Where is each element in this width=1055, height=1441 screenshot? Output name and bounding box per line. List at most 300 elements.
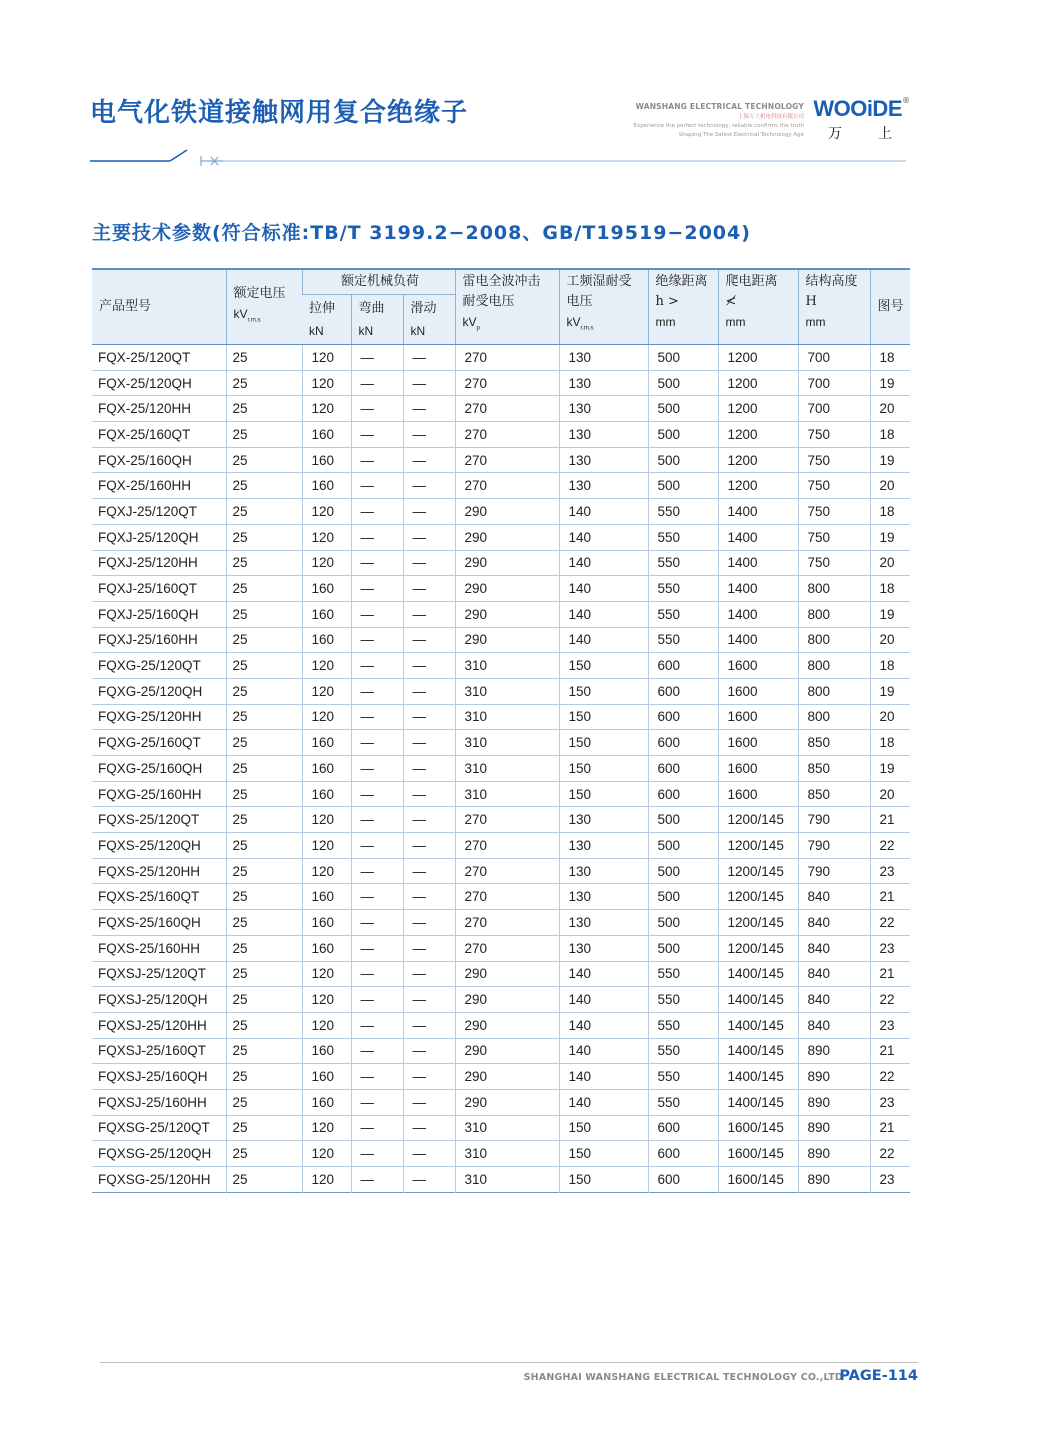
table-cell: 1600 — [718, 730, 798, 756]
table-cell: 160 — [302, 1064, 351, 1090]
table-cell: 22 — [870, 1141, 910, 1167]
table-cell: 310 — [455, 653, 559, 679]
table-cell: 23 — [870, 858, 910, 884]
table-cell: 150 — [559, 678, 648, 704]
table-cell: 25 — [226, 422, 302, 448]
table-cell: 160 — [302, 627, 351, 653]
table-cell: — — [351, 858, 403, 884]
table-cell: 600 — [648, 756, 718, 782]
table-cell: 18 — [870, 499, 910, 525]
table-cell: 500 — [648, 447, 718, 473]
table-cell: 160 — [302, 910, 351, 936]
table-cell: 150 — [559, 781, 648, 807]
table-cell: — — [403, 1012, 455, 1038]
table-cell: — — [351, 678, 403, 704]
table-cell: FQXSG-25/120HH — [92, 1167, 226, 1193]
table-cell: 120 — [302, 807, 351, 833]
table-cell: 1200 — [718, 447, 798, 473]
table-cell: 600 — [648, 1141, 718, 1167]
table-cell: 140 — [559, 1089, 648, 1115]
table-cell: 18 — [870, 422, 910, 448]
table-cell: FQXJ-25/120QT — [92, 499, 226, 525]
table-cell: 23 — [870, 1167, 910, 1193]
brand-logo-chars — [828, 123, 892, 143]
table-cell: — — [351, 524, 403, 550]
table-cell: — — [403, 524, 455, 550]
table-cell: — — [403, 704, 455, 730]
table-cell: 160 — [302, 730, 351, 756]
table-cell: 1400/145 — [718, 1012, 798, 1038]
table-cell: 1400/145 — [718, 961, 798, 987]
table-cell: 790 — [798, 807, 870, 833]
table-cell: 120 — [302, 1115, 351, 1141]
table-cell: — — [403, 961, 455, 987]
brand-char-shang: 上 — [878, 126, 892, 142]
table-cell: 1200 — [718, 396, 798, 422]
table-cell: 840 — [798, 961, 870, 987]
table-cell: FQX-25/160HH — [92, 473, 226, 499]
table-cell: 25 — [226, 499, 302, 525]
table-cell: FQX-25/120HH — [92, 396, 226, 422]
table-cell: FQXS-25/160QH — [92, 910, 226, 936]
table-cell: 25 — [226, 473, 302, 499]
header-tension-unit: kN — [309, 324, 324, 338]
table-cell: 140 — [559, 961, 648, 987]
table-cell: 290 — [455, 987, 559, 1013]
header-lightning-line2: 耐受电压 — [462, 294, 515, 309]
table-cell: 750 — [798, 499, 870, 525]
table-cell: 550 — [648, 987, 718, 1013]
table-cell: 270 — [455, 422, 559, 448]
table-cell: 600 — [648, 653, 718, 679]
table-cell: FQXJ-25/160QH — [92, 601, 226, 627]
table-cell: 21 — [870, 884, 910, 910]
table-cell: 120 — [302, 550, 351, 576]
table-cell: — — [351, 910, 403, 936]
table-cell: 21 — [870, 961, 910, 987]
table-cell: 290 — [455, 1064, 559, 1090]
table-cell: 800 — [798, 627, 870, 653]
header-height-line1: 结构高度 — [805, 274, 858, 289]
table-cell: 120 — [302, 678, 351, 704]
table-cell: 25 — [226, 1038, 302, 1064]
table-cell: 290 — [455, 1012, 559, 1038]
header-voltage-unit — [234, 304, 298, 330]
table-cell: — — [351, 935, 403, 961]
table-cell: 19 — [870, 756, 910, 782]
header-model: 产品型号 — [92, 269, 226, 345]
table-cell: — — [351, 807, 403, 833]
table-cell: 1600 — [718, 781, 798, 807]
lightning-unit-base: kV — [462, 315, 477, 329]
header-arc-line2: h > — [655, 294, 679, 309]
table-row — [92, 704, 910, 730]
table-cell: 750 — [798, 473, 870, 499]
table-cell: 1600/145 — [718, 1141, 798, 1167]
table-cell: 25 — [226, 884, 302, 910]
table-cell: 120 — [302, 987, 351, 1013]
table-cell: — — [403, 756, 455, 782]
table-cell: 25 — [226, 1115, 302, 1141]
table-cell: — — [351, 396, 403, 422]
table-cell: 1400/145 — [718, 987, 798, 1013]
table-row — [92, 884, 910, 910]
table-cell: 150 — [559, 1167, 648, 1193]
table-cell: 150 — [559, 730, 648, 756]
table-cell: 850 — [798, 730, 870, 756]
table-cell: — — [403, 601, 455, 627]
table-row — [92, 345, 910, 371]
table-cell: — — [403, 678, 455, 704]
table-cell: 790 — [798, 833, 870, 859]
wet-unit-sub: r.m.s — [580, 325, 594, 332]
table-cell: 20 — [870, 473, 910, 499]
table-cell: 1400/145 — [718, 1038, 798, 1064]
table-cell: 160 — [302, 884, 351, 910]
table-cell: 23 — [870, 1089, 910, 1115]
table-row — [92, 730, 910, 756]
table-cell: FQXSJ-25/120QH — [92, 987, 226, 1013]
header-voltage — [226, 269, 302, 345]
table-cell: FQXS-25/120QH — [92, 833, 226, 859]
header-switch-line-icon — [90, 145, 908, 169]
table-cell: — — [403, 1141, 455, 1167]
table-row — [92, 1141, 910, 1167]
table-cell: 550 — [648, 961, 718, 987]
table-cell: 160 — [302, 601, 351, 627]
table-cell: — — [351, 781, 403, 807]
table-cell: 25 — [226, 1012, 302, 1038]
table-cell: 800 — [798, 678, 870, 704]
header-height-unit: mm — [805, 315, 826, 329]
page-title: 电气化铁道接触网用复合绝缘子 — [90, 98, 469, 128]
table-cell: 270 — [455, 345, 559, 371]
table-cell: 890 — [798, 1167, 870, 1193]
table-cell: 140 — [559, 1012, 648, 1038]
header-creepage — [718, 269, 798, 345]
table-cell: 1400 — [718, 601, 798, 627]
table-cell: 160 — [302, 756, 351, 782]
section-title: 主要技术参数(符合标准:TB/T 3199.2−2008、GB/T19519−2004) — [92, 222, 751, 244]
table-cell: 840 — [798, 1012, 870, 1038]
table-cell: 21 — [870, 1115, 910, 1141]
header-height-line2: H — [805, 294, 817, 309]
table-cell: — — [403, 396, 455, 422]
header-tension-label: 拉伸 — [309, 301, 336, 316]
table-cell: 130 — [559, 807, 648, 833]
table-cell: 550 — [648, 601, 718, 627]
table-row — [92, 524, 910, 550]
header-sliding-unit: kN — [410, 324, 426, 338]
table-cell: — — [403, 370, 455, 396]
table-cell: — — [351, 987, 403, 1013]
table-row — [92, 396, 910, 422]
table-cell: FQXG-25/160QT — [92, 730, 226, 756]
table-cell: FQXSJ-25/160QH — [92, 1064, 226, 1090]
table-cell: — — [403, 1064, 455, 1090]
table-cell: 140 — [559, 550, 648, 576]
table-cell: 160 — [302, 1089, 351, 1115]
table-cell: FQXSG-25/120QH — [92, 1141, 226, 1167]
table-cell: 120 — [302, 370, 351, 396]
table-cell: 130 — [559, 396, 648, 422]
table-cell: 310 — [455, 678, 559, 704]
table-cell: 25 — [226, 447, 302, 473]
table-cell: 890 — [798, 1089, 870, 1115]
table-cell: 140 — [559, 601, 648, 627]
table-cell: 140 — [559, 576, 648, 602]
header-wet-unit — [567, 312, 644, 338]
table-cell: 25 — [226, 576, 302, 602]
table-row — [92, 576, 910, 602]
footer-divider — [100, 1362, 918, 1363]
table-cell: 140 — [559, 627, 648, 653]
table-cell: — — [403, 499, 455, 525]
table-cell: 290 — [455, 601, 559, 627]
table-cell: 160 — [302, 447, 351, 473]
table-cell: FQXS-25/120HH — [92, 858, 226, 884]
table-cell: 310 — [455, 704, 559, 730]
header-arc-line1: 绝缘距离 — [655, 274, 708, 289]
table-cell: 130 — [559, 447, 648, 473]
table-row — [92, 627, 910, 653]
header-wet-line2: 电压 — [566, 294, 593, 309]
table-cell: FQXG-25/120QH — [92, 678, 226, 704]
table-cell: 290 — [455, 1089, 559, 1115]
table-cell: 1600 — [718, 756, 798, 782]
table-cell: 270 — [455, 884, 559, 910]
table-row — [92, 858, 910, 884]
table-cell: 19 — [870, 601, 910, 627]
table-cell: 160 — [302, 935, 351, 961]
table-cell: 130 — [559, 884, 648, 910]
table-cell: 290 — [455, 1038, 559, 1064]
header-lightning — [455, 269, 559, 345]
table-cell: 550 — [648, 627, 718, 653]
table-cell: FQXJ-25/120HH — [92, 550, 226, 576]
brand-tagline-1: Experience the perfect technology, reliable confirms the truth — [633, 123, 804, 129]
table-cell: — — [403, 833, 455, 859]
lightning-unit-sub: p — [476, 325, 480, 332]
table-row — [92, 781, 910, 807]
table-cell: 120 — [302, 1167, 351, 1193]
table-cell: 550 — [648, 550, 718, 576]
header-sliding-label: 滑动 — [410, 301, 437, 316]
table-cell: 310 — [455, 1167, 559, 1193]
header-bending — [351, 295, 403, 345]
table-cell: 22 — [870, 833, 910, 859]
table-cell: 25 — [226, 704, 302, 730]
header-sliding — [403, 295, 455, 345]
table-cell: 270 — [455, 447, 559, 473]
table-cell: 22 — [870, 1064, 910, 1090]
table-cell: 25 — [226, 678, 302, 704]
brand-tagline-2: Shaping The Safest Electrical Technology Age — [678, 132, 804, 138]
spec-table — [92, 268, 910, 1193]
table-cell: FQXG-25/120QT — [92, 653, 226, 679]
table-cell: 19 — [870, 447, 910, 473]
table-cell: 25 — [226, 987, 302, 1013]
table-cell: 310 — [455, 1141, 559, 1167]
table-cell: 150 — [559, 653, 648, 679]
table-cell: 25 — [226, 935, 302, 961]
table-cell: 850 — [798, 756, 870, 782]
table-cell: FQX-25/120QH — [92, 370, 226, 396]
table-cell: 600 — [648, 704, 718, 730]
table-cell: 130 — [559, 345, 648, 371]
table-cell: 25 — [226, 807, 302, 833]
table-cell: 600 — [648, 730, 718, 756]
table-cell: 1400 — [718, 550, 798, 576]
table-cell: 120 — [302, 1141, 351, 1167]
table-cell: 800 — [798, 653, 870, 679]
table-cell: — — [403, 1115, 455, 1141]
table-row — [92, 653, 910, 679]
table-cell: — — [403, 884, 455, 910]
header-lightning-line1: 雷电全波冲击 — [462, 274, 541, 289]
table-cell: 25 — [226, 345, 302, 371]
brand-logo: WOOiDE — [813, 96, 902, 121]
table-row — [92, 550, 910, 576]
table-cell: 18 — [870, 345, 910, 371]
table-row — [92, 961, 910, 987]
table-cell: 25 — [226, 781, 302, 807]
table-cell: 120 — [302, 704, 351, 730]
table-cell: 800 — [798, 576, 870, 602]
table-cell: 120 — [302, 961, 351, 987]
table-cell: 840 — [798, 987, 870, 1013]
table-cell: 140 — [559, 1038, 648, 1064]
table-cell: 800 — [798, 601, 870, 627]
table-cell: 800 — [798, 704, 870, 730]
table-cell: FQXG-25/160HH — [92, 781, 226, 807]
header-figure-no: 图号 — [870, 269, 910, 345]
table-cell: 140 — [559, 499, 648, 525]
table-cell: 120 — [302, 833, 351, 859]
table-cell: 310 — [455, 1115, 559, 1141]
table-cell: 1200 — [718, 345, 798, 371]
table-cell: — — [403, 730, 455, 756]
table-cell: FQX-25/160QH — [92, 447, 226, 473]
table-row — [92, 1167, 910, 1193]
table-cell: 150 — [559, 704, 648, 730]
table-cell: — — [351, 756, 403, 782]
table-cell: 790 — [798, 858, 870, 884]
table-cell: FQXSJ-25/120QT — [92, 961, 226, 987]
table-cell: FQXJ-25/120QH — [92, 524, 226, 550]
table-cell: 840 — [798, 884, 870, 910]
table-cell: 500 — [648, 422, 718, 448]
table-cell: 150 — [559, 1141, 648, 1167]
table-cell: 500 — [648, 396, 718, 422]
table-row — [92, 1115, 910, 1141]
brand-block — [600, 96, 910, 146]
table-cell: FQXS-25/160HH — [92, 935, 226, 961]
table-cell: — — [351, 653, 403, 679]
table-cell: 20 — [870, 396, 910, 422]
table-cell: 160 — [302, 473, 351, 499]
table-cell: 120 — [302, 858, 351, 884]
table-cell: 20 — [870, 704, 910, 730]
table-cell: 25 — [226, 1141, 302, 1167]
table-cell: — — [351, 833, 403, 859]
table-cell: 25 — [226, 627, 302, 653]
table-cell: — — [403, 910, 455, 936]
table-cell: 120 — [302, 345, 351, 371]
table-cell: 600 — [648, 781, 718, 807]
table-cell: 290 — [455, 627, 559, 653]
table-cell: 290 — [455, 499, 559, 525]
table-cell: 600 — [648, 678, 718, 704]
table-cell: — — [403, 858, 455, 884]
table-cell: 270 — [455, 858, 559, 884]
table-cell: 500 — [648, 884, 718, 910]
table-cell: — — [351, 345, 403, 371]
table-cell: — — [351, 370, 403, 396]
table-cell: 1200/145 — [718, 833, 798, 859]
table-cell: 130 — [559, 370, 648, 396]
header-arc-unit: mm — [655, 315, 676, 329]
table-cell: 150 — [559, 756, 648, 782]
table-cell: — — [403, 447, 455, 473]
table-cell: — — [403, 550, 455, 576]
header-wet-withstand — [559, 269, 648, 345]
table-cell: 1400 — [718, 576, 798, 602]
table-cell: 1600 — [718, 678, 798, 704]
table-cell: 1200/145 — [718, 884, 798, 910]
table-cell: 120 — [302, 499, 351, 525]
table-cell: 550 — [648, 1064, 718, 1090]
table-cell: 750 — [798, 447, 870, 473]
header-bending-unit: kN — [358, 324, 374, 338]
table-cell: — — [351, 1038, 403, 1064]
table-row — [92, 1089, 910, 1115]
table-cell: 500 — [648, 858, 718, 884]
table-cell: — — [351, 447, 403, 473]
table-cell: 1400/145 — [718, 1089, 798, 1115]
table-cell: 25 — [226, 653, 302, 679]
table-cell: 130 — [559, 833, 648, 859]
table-cell: 1200 — [718, 473, 798, 499]
table-cell: 310 — [455, 781, 559, 807]
table-cell: 550 — [648, 1089, 718, 1115]
table-cell: — — [403, 1038, 455, 1064]
table-cell: 160 — [302, 781, 351, 807]
table-cell: 290 — [455, 550, 559, 576]
registered-mark: ® — [902, 96, 910, 105]
table-cell: 310 — [455, 730, 559, 756]
header-arc-distance — [648, 269, 718, 345]
table-cell: 290 — [455, 961, 559, 987]
table-cell: 750 — [798, 524, 870, 550]
table-cell: 500 — [648, 807, 718, 833]
table-row — [92, 370, 910, 396]
table-row — [92, 499, 910, 525]
table-cell: — — [351, 1141, 403, 1167]
table-cell: — — [403, 345, 455, 371]
table-cell: 21 — [870, 807, 910, 833]
table-cell: — — [351, 1012, 403, 1038]
table-cell: 700 — [798, 396, 870, 422]
table-cell: 25 — [226, 730, 302, 756]
table-cell: 20 — [870, 550, 910, 576]
table-cell: — — [351, 473, 403, 499]
table-cell: 1600/145 — [718, 1115, 798, 1141]
header-creep-line1: 爬电距离 — [725, 274, 778, 289]
table-cell: 550 — [648, 524, 718, 550]
header-structure-height — [798, 269, 870, 345]
table-cell: FQXS-25/160QT — [92, 884, 226, 910]
